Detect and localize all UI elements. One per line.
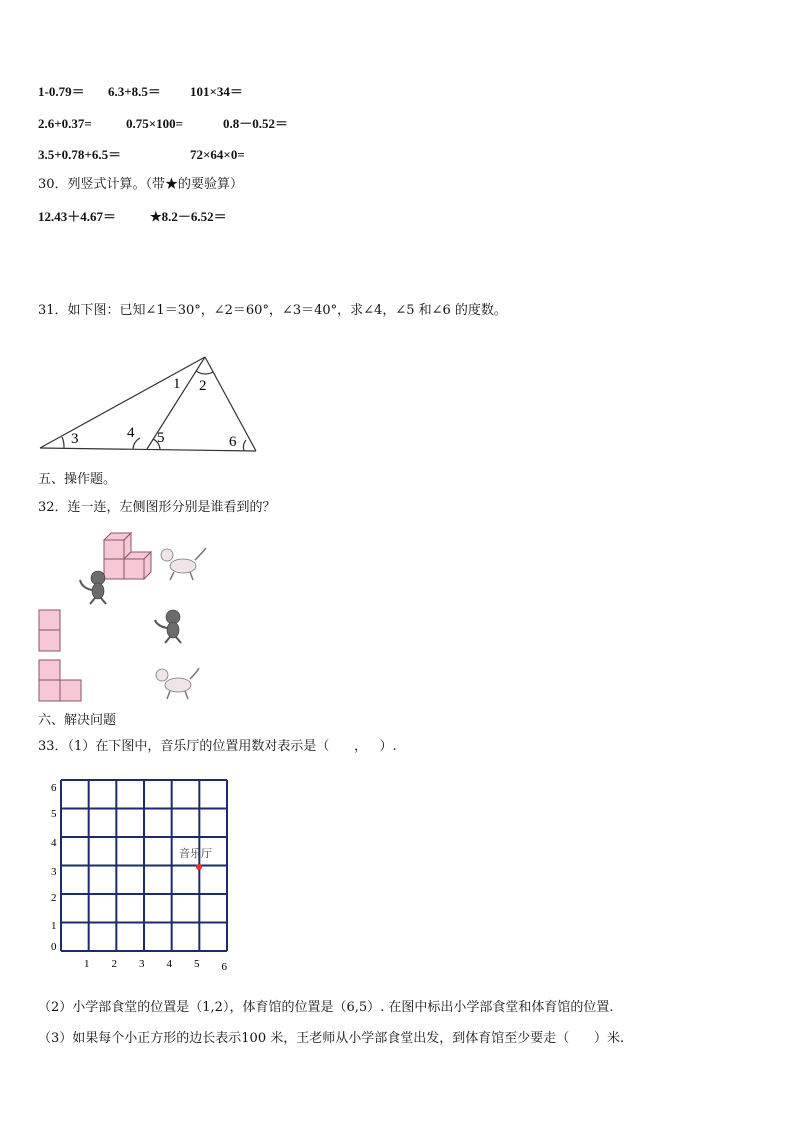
q33-title: 33．（1）在下图中，音乐厅的位置用数对表示是（ ， ）. bbox=[38, 739, 397, 754]
angle-label-1: 1 bbox=[173, 376, 181, 392]
section5-heading: 五、操作题。 bbox=[38, 472, 117, 487]
calc-2b: 0.75×100= bbox=[126, 116, 184, 131]
coordinate-grid bbox=[0, 0, 260, 980]
grid-y-label: 1 bbox=[51, 920, 57, 932]
calc-2a: 2.6+0.37= bbox=[38, 116, 92, 131]
concert-hall-point bbox=[196, 864, 202, 870]
q32-title: 32．连一连，左侧图形分别是谁看到的？ bbox=[38, 500, 276, 515]
calc-1a: 1-0.79＝ bbox=[38, 84, 85, 99]
q33-part3: （3）如果每个小正方形的边长表示100 米，王老师从小学部食堂出发，到体育馆至少要走（ ）米. bbox=[38, 1031, 625, 1046]
q31-title: 31．如下图：已知∠1＝30°，∠2＝60°，∠3＝40°，求∠4，∠5 和∠6 的度数。 bbox=[38, 303, 507, 318]
q33-part2: （2）小学部食堂的位置是（1,2），体育馆的位置是（6,5）. 在图中标出小学部食堂和体育馆的位置. bbox=[38, 1000, 614, 1015]
q30-item-2: ★8.2－6.52＝ bbox=[150, 209, 227, 224]
angle-label-4: 4 bbox=[127, 425, 135, 441]
grid-y-label: 0 bbox=[51, 941, 57, 953]
angle-label-2: 2 bbox=[199, 378, 207, 394]
angle-label-5: 5 bbox=[157, 430, 165, 446]
concert-hall-label: 音乐厅 bbox=[179, 847, 212, 860]
calc-2c: 0.8－0.52＝ bbox=[223, 116, 289, 131]
grid-y-label: 3 bbox=[51, 866, 57, 878]
grid-y-label: 4 bbox=[51, 837, 57, 849]
grid-y-label: 6 bbox=[51, 782, 57, 794]
section6-heading: 六、解决问题 bbox=[38, 713, 117, 728]
grid-x-label: 2 bbox=[111, 958, 117, 970]
grid-y-label: 2 bbox=[51, 892, 57, 904]
grid-x-label: 5 bbox=[194, 958, 200, 970]
q30-title: 30．列竖式计算。（带★的要验算） bbox=[38, 177, 244, 192]
grid-x-label: 3 bbox=[139, 958, 145, 970]
angle-label-6: 6 bbox=[229, 434, 237, 450]
grid-y-label: 5 bbox=[51, 808, 57, 820]
calc-1b: 6.3+8.5＝ bbox=[108, 84, 161, 99]
grid-x-label: 4 bbox=[166, 958, 172, 970]
calc-3a: 3.5+0.78+6.5＝ bbox=[38, 147, 122, 162]
q30-item-1: 12.43＋4.67＝ bbox=[38, 209, 117, 224]
calc-3b: 72×64×0= bbox=[190, 147, 245, 162]
calc-1c: 101×34＝ bbox=[190, 84, 243, 99]
grid-x-label: 6 bbox=[221, 961, 227, 973]
angle-label-3: 3 bbox=[71, 431, 79, 447]
grid-x-label: 1 bbox=[84, 958, 90, 970]
